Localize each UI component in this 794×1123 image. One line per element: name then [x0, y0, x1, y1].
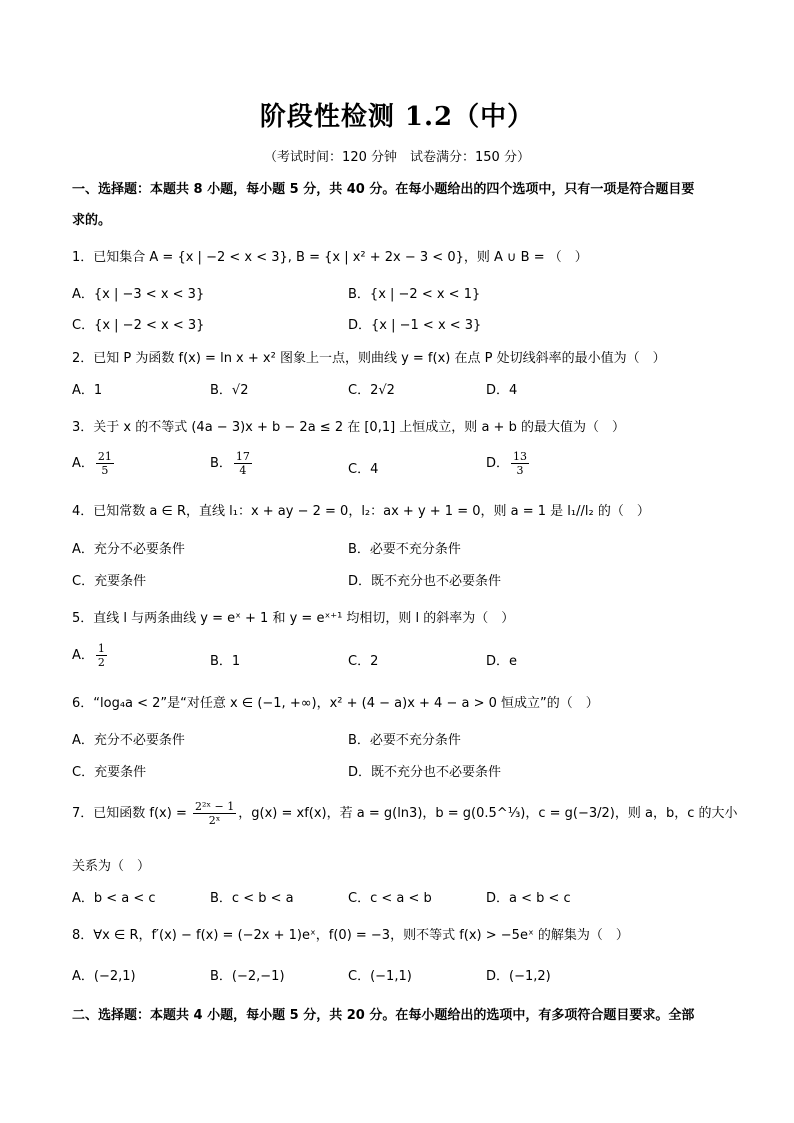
- question-4: 4．已知常数 a ∈ R，直线 l₁：x + ay − 2 = 0，l₂：ax + y + 1 = 0，则 a = 1 是 l₁//l₂ 的（ ）: [72, 504, 650, 519]
- q5-option-c[interactable]: C．2: [348, 654, 379, 669]
- q6-option-d[interactable]: D．既不充分也不必要条件: [348, 765, 502, 780]
- q7-function-fraction: $\frac{\text{2²ˣ − 1}}{\text{2ˣ}}$: [194, 800, 235, 827]
- q2-option-b[interactable]: B．√2: [210, 383, 249, 398]
- q6-option-b[interactable]: B．必要不充分条件: [348, 733, 461, 748]
- q4-option-d[interactable]: D．既不充分也不必要条件: [348, 574, 502, 589]
- q4-option-a[interactable]: A．充分不必要条件: [72, 542, 185, 557]
- exam-info: （考试时间：120 分钟 试卷满分：150 分）: [264, 150, 530, 165]
- q2-option-d[interactable]: D．4: [486, 383, 518, 398]
- q4-option-c[interactable]: C．充要条件: [72, 574, 147, 589]
- question-1: 1．已知集合 A = {x | −2 < x < 3}, B = {x | x² + 2x − 3 < 0}，则 A ∪ B = （ ）: [72, 250, 588, 265]
- q5-option-a[interactable]: [72, 642, 109, 669]
- q7-option-b[interactable]: B．c < b < a: [210, 891, 294, 906]
- question-8: 8．∀x ∈ R，f′(x) − f(x) = (−2x + 1)eˣ，f(0) = −3，则不等式 f(x) > −5eˣ 的解集为（ ）: [72, 928, 629, 943]
- q3-option-a-fraction: $\frac{21}{5}$: [97, 450, 112, 477]
- q8-option-a[interactable]: A．(−2,1): [72, 969, 136, 984]
- q3-option-d[interactable]: [486, 450, 531, 477]
- q3-option-b-fraction: $\frac{17}{4}$: [235, 450, 250, 477]
- q3-option-a-label: A．: [72, 456, 94, 471]
- q3-option-b-label: B．: [210, 456, 232, 471]
- q8-option-b[interactable]: B．(−2,−1): [210, 969, 285, 984]
- q2-option-a[interactable]: A．1: [72, 383, 103, 398]
- q6-option-c[interactable]: C．充要条件: [72, 765, 147, 780]
- q5-option-a-label: A．: [72, 648, 94, 663]
- q7-stem-start: 7．已知函数 f(x) =: [72, 806, 191, 821]
- q4-option-b[interactable]: B．必要不充分条件: [348, 542, 461, 557]
- question-7-cont: 关系为（ ）: [72, 859, 151, 874]
- q5-option-d[interactable]: D．e: [486, 654, 518, 669]
- question-3: 3．关于 x 的不等式 (4a − 3)x + b − 2a ≤ 2 在 [0,1] 上恒成立，则 a + b 的最大值为（ ）: [72, 420, 625, 435]
- q1-option-c[interactable]: C．{x | −2 < x < 3}: [72, 318, 205, 333]
- section-1-heading-cont: 求的。: [72, 213, 112, 228]
- q7-stem-end: ，g(x) = xf(x)，若 a = g(ln3)，b = g(0.5^⅓)，c = g(−3/2)，则 a，b，c 的大小: [238, 806, 738, 821]
- q3-option-a[interactable]: [72, 450, 116, 477]
- q1-option-a[interactable]: A．{x | −3 < x < 3}: [72, 287, 205, 302]
- question-2: 2．已知 P 为函数 f(x) = ln x + x² 图象上一点，则曲线 y = f(x) 在点 P 处切线斜率的最小值为（ ）: [72, 351, 666, 366]
- q3-option-b[interactable]: [210, 450, 254, 477]
- q5-option-b[interactable]: B．1: [210, 654, 241, 669]
- q1-option-b[interactable]: B．{x | −2 < x < 1}: [348, 287, 481, 302]
- q1-option-d[interactable]: D．{x | −1 < x < 3}: [348, 318, 482, 333]
- question-7: [72, 800, 738, 827]
- q5-option-a-fraction: $\frac{1}{2}$: [97, 642, 105, 669]
- question-5: 5．直线 l 与两条曲线 y = eˣ + 1 和 y = eˣ⁺¹ 均相切，则 l 的斜率为（ ）: [72, 611, 515, 626]
- q7-option-d[interactable]: D．a < b < c: [486, 891, 571, 906]
- q3-option-d-label: D．: [486, 456, 510, 471]
- section-1-heading: 一、选择题：本题共 8 小题，每小题 5 分，共 40 分。在每小题给出的四个选项中，只有一项是符合题目要: [72, 182, 695, 197]
- question-6: 6．“log₄a < 2”是“对任意 x ∈ (−1, +∞)，x² + (4 − a)x + 4 − a > 0 恒成立”的（ ）: [72, 696, 599, 711]
- q2-option-c[interactable]: C．2√2: [348, 383, 395, 398]
- q6-option-a[interactable]: A．充分不必要条件: [72, 733, 185, 748]
- q7-option-c[interactable]: C．c < a < b: [348, 891, 432, 906]
- q3-option-c[interactable]: C．4: [348, 462, 379, 477]
- q8-option-c[interactable]: C．(−1,1): [348, 969, 412, 984]
- page-title: 阶段性检测 1.2（中）: [259, 102, 535, 132]
- q8-option-d[interactable]: D．(−1,2): [486, 969, 551, 984]
- q3-option-d-fraction: $\frac{13}{3}$: [513, 450, 528, 477]
- section-2-heading: 二、选择题：本题共 4 小题，每小题 5 分，共 20 分。在每小题给出的选项中，有多项符合题目要求。全部: [72, 1008, 695, 1023]
- q7-option-a[interactable]: A．b < a < c: [72, 891, 156, 906]
